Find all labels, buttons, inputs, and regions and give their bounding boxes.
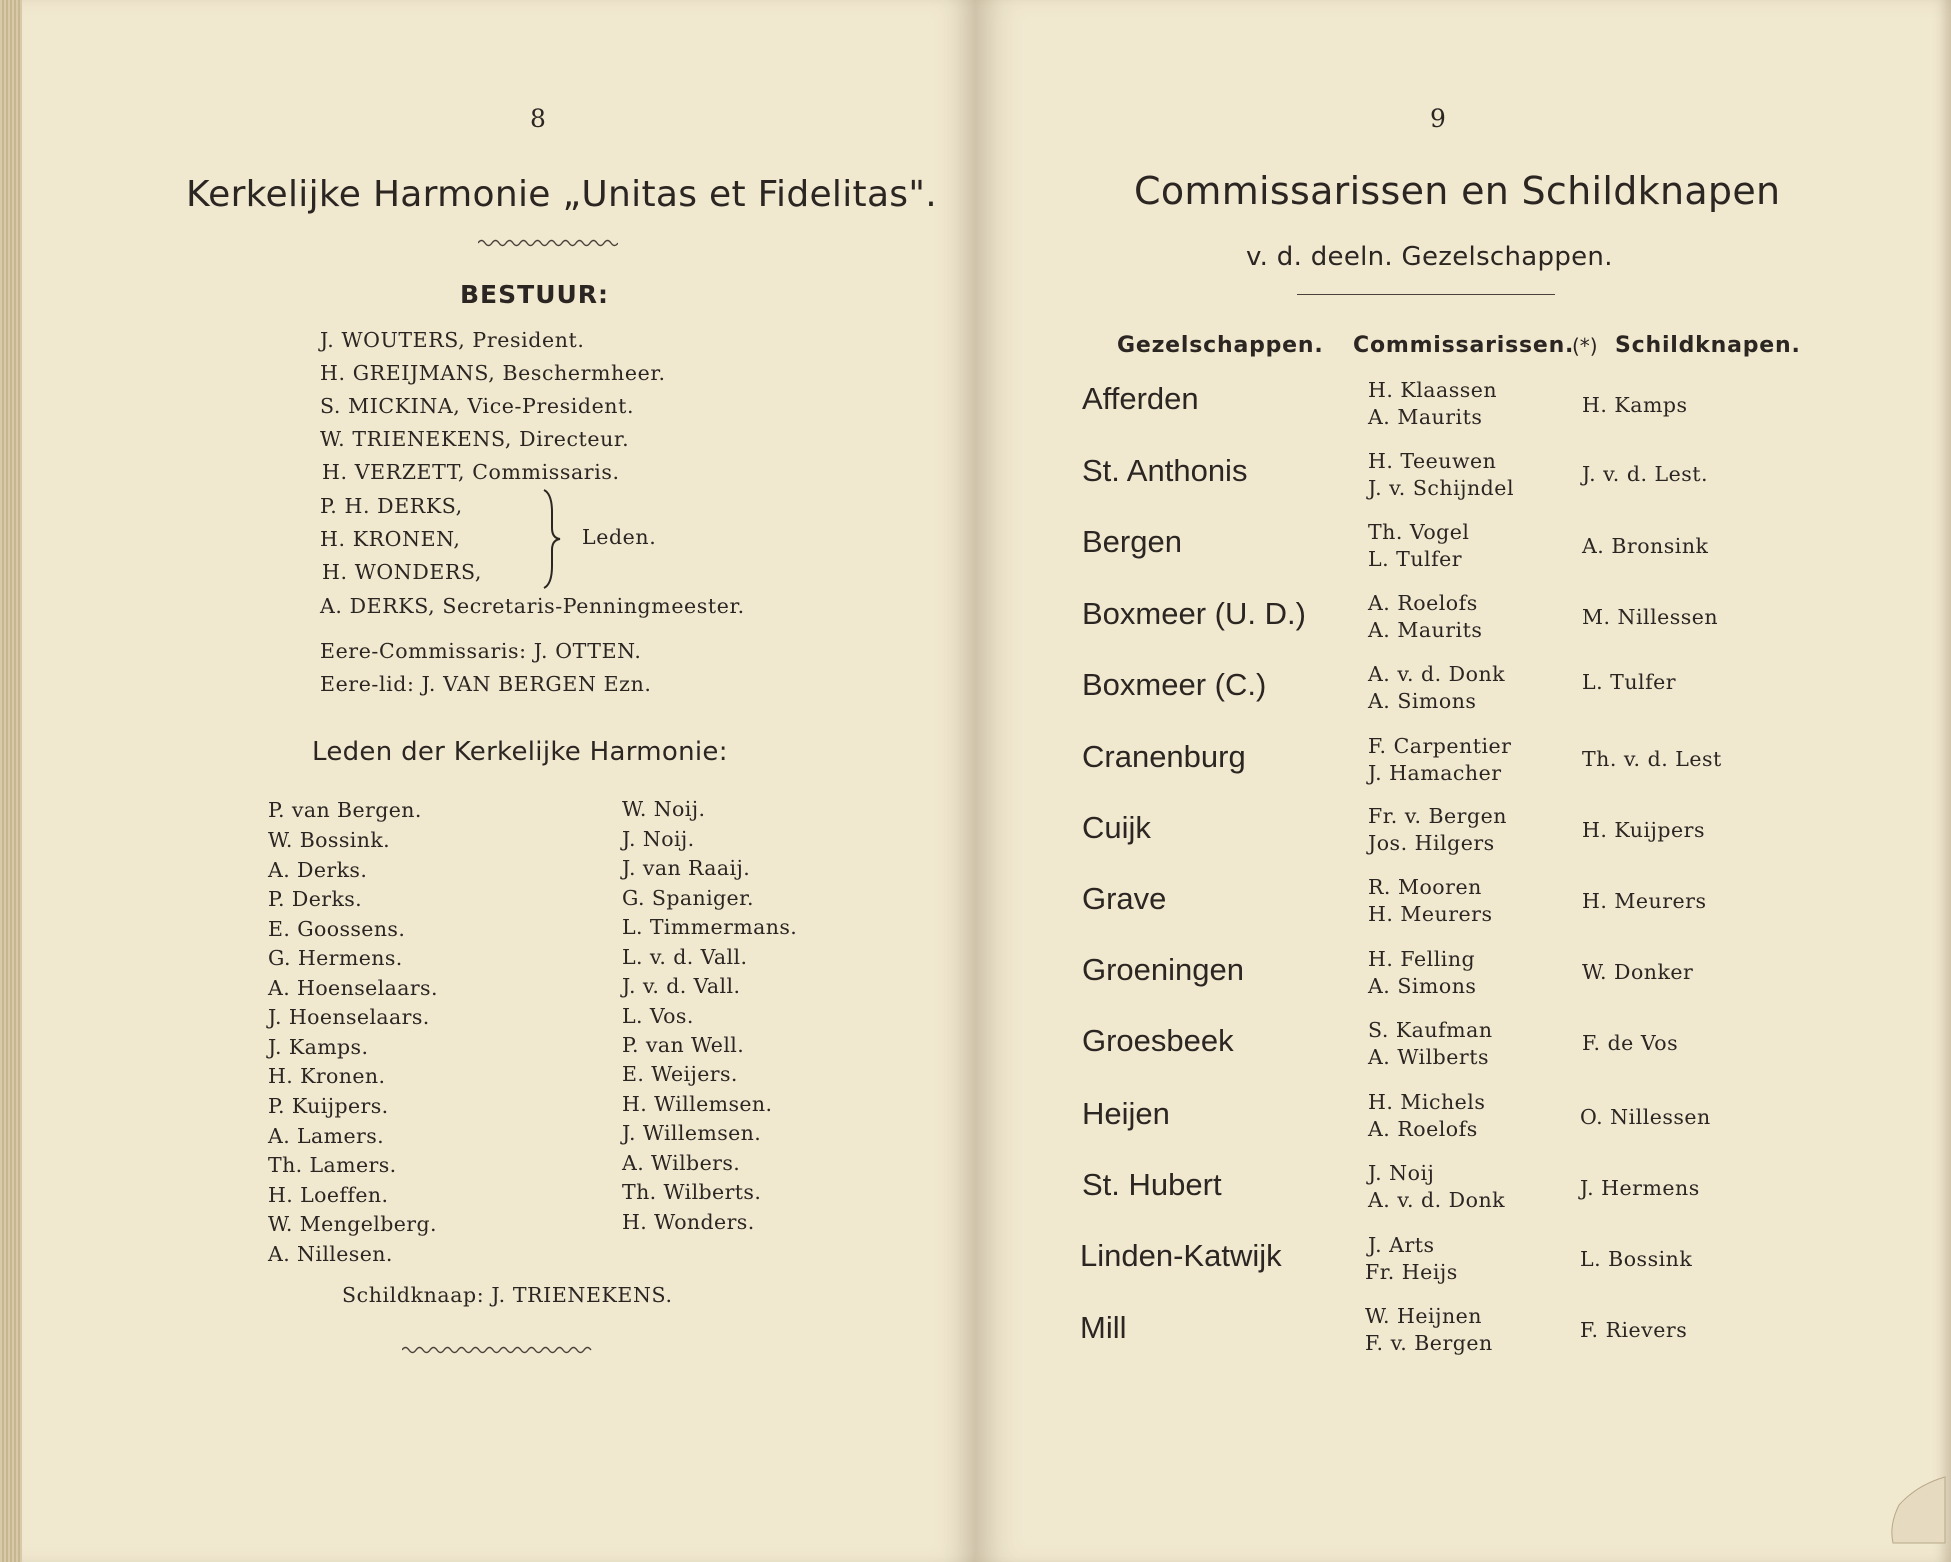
gezelschap-name: Bergen [1082,524,1182,559]
column-header-gezelschappen: Gezelschappen. [1117,333,1324,358]
commissaris: Fr. v. Bergen [1368,804,1507,828]
member-item: L. Vos. [622,1004,694,1028]
member-item: L. v. d. Vall. [622,945,748,969]
commissaris: H. Michels [1368,1090,1486,1114]
gezelschap-name: Groesbeek [1082,1023,1234,1058]
wavy-divider [478,238,618,248]
bestuur-line: H. GREIJMANS, Beschermheer. [320,361,666,385]
gezelschap-name: Grave [1082,881,1167,916]
commissaris: H. Meurers [1368,902,1493,926]
gezelschap-name: Boxmeer (C.) [1082,667,1267,702]
wavy-divider [402,1345,594,1355]
schildknaap: Th. v. d. Lest [1582,747,1722,771]
member-item: H. Willemsen. [622,1092,773,1116]
schildknaap: F. de Vos [1582,1031,1679,1055]
schildknaap: H. Kamps [1582,393,1688,417]
schildknaap: M. Nillessen [1582,605,1719,629]
member-item: A. Lamers. [268,1124,385,1148]
member-item: G. Hermens. [268,946,403,970]
member-item: P. van Bergen. [268,798,422,822]
page-subtitle: v. d. deeln. Gezelschappen. [1246,242,1613,272]
right-page [975,0,1951,1562]
column-header-schildknapen: Schildknapen. [1615,333,1801,358]
member-item: A. Wilbers. [622,1151,741,1175]
commissaris: W. Heijnen [1365,1304,1482,1328]
member-item: J. Noij. [622,827,695,851]
folded-corner [1887,1475,1947,1545]
eere-commissaris: Eere-Commissaris: J. OTTEN. [320,639,642,663]
eere-lid: Eere-lid: J. VAN BERGEN Ezn. [320,672,652,696]
member-item: J. Kamps. [268,1035,369,1059]
bestuur-line: P. H. DERKS, [320,494,463,518]
commissaris: A. Simons [1368,974,1477,998]
schildknaap: L. Bossink [1580,1247,1693,1271]
member-item: J. Hoenselaars. [268,1005,430,1029]
gezelschap-name: Boxmeer (U. D.) [1082,596,1306,631]
schildknaap: J. Hermens [1580,1176,1700,1200]
page-number: 8 [530,104,546,133]
left-page [0,0,975,1562]
member-item: J. van Raaij. [622,856,751,880]
commissaris: H. Teeuwen [1368,449,1497,473]
title-rule [1297,294,1555,295]
member-item: W. Mengelberg. [268,1212,437,1236]
member-item: H. Wonders. [622,1210,755,1234]
member-item: E. Weijers. [622,1062,738,1086]
bestuur-line: H. VERZETT, Commissaris. [322,460,620,484]
commissaris: J. Arts [1368,1233,1435,1257]
schildknaap: L. Tulfer [1582,670,1677,694]
bestuur-line: A. DERKS, Secretaris-Penningmeester. [320,594,745,618]
commissaris: A. Simons [1368,689,1477,713]
member-item: W. Noij. [622,797,706,821]
commissaris: Jos. Hilgers [1368,831,1495,855]
commissaris: A. Maurits [1368,405,1483,429]
schildknaap: H. Kuijpers [1582,818,1705,842]
commissaris: S. Kaufman [1368,1018,1493,1042]
member-item: J. v. d. Vall. [622,974,741,998]
member-item: A. Hoenselaars. [268,976,438,1000]
commissaris: A. Roelofs [1368,591,1478,615]
member-item: H. Kronen. [268,1064,386,1088]
member-item: J. Willemsen. [622,1121,762,1145]
commissaris: J. Noij [1368,1161,1435,1185]
commissaris: J. v. Schijndel [1368,476,1514,500]
schildknaap-line: Schildknaap: J. TRIENEKENS. [342,1283,673,1307]
page-edges [0,0,22,1562]
member-item: P. van Well. [622,1033,745,1057]
schildknaap: A. Bronsink [1582,534,1709,558]
member-item: H. Loeffen. [268,1183,389,1207]
schildknaap: J. v. d. Lest. [1582,462,1709,486]
member-item: P. Kuijpers. [268,1094,389,1118]
bestuur-line: J. WOUTERS, President. [320,328,585,352]
bestuur-line: H. WONDERS, [322,560,482,584]
bestuur-line: W. TRIENEKENS, Directeur. [320,427,630,451]
commissaris: H. Klaassen [1368,378,1498,402]
commissaris: A. v. d. Donk [1368,1188,1506,1212]
gezelschap-name: St. Anthonis [1082,453,1248,488]
schildknaap: W. Donker [1582,960,1694,984]
column-header-commissarissen: Commissarissen. [1353,333,1575,358]
member-item: A. Derks. [268,858,368,882]
gezelschap-name: Mill [1080,1310,1127,1345]
page-title: Kerkelijke Harmonie „Unitas et Fidelitas". [186,174,937,215]
commissaris: L. Tulfer [1368,547,1463,571]
bestuur-line: H. KRONEN, [320,527,461,551]
member-item: Th. Lamers. [268,1153,397,1177]
gezelschap-name: Heijen [1082,1096,1170,1131]
gezelschap-name: Afferden [1082,381,1199,416]
schildknaap: O. Nillessen [1580,1105,1711,1129]
commissaris: F. v. Bergen [1365,1331,1493,1355]
bestuur-line: S. MICKINA, Vice-President. [320,394,635,418]
schildknaap: H. Meurers [1582,889,1707,913]
commissaris: Th. Vogel [1368,520,1470,544]
bestuur-heading: BESTUUR: [460,280,610,309]
member-item: L. Timmermans. [622,915,798,939]
footnote-marker: (*) [1572,334,1598,358]
member-item: A. Nillesen. [268,1242,393,1266]
gezelschap-name: Cranenburg [1082,739,1246,774]
commissaris: H. Felling [1368,947,1476,971]
commissaris: A. v. d. Donk [1368,662,1506,686]
leden-label: Leden. [582,525,657,549]
commissaris: J. Hamacher [1368,761,1502,785]
member-item: G. Spaniger. [622,886,754,910]
member-item: E. Goossens. [268,917,406,941]
commissaris: F. Carpentier [1368,734,1512,758]
commissaris: A. Maurits [1368,618,1483,642]
member-item: Th. Wilberts. [622,1180,762,1204]
commissaris: Fr. Heijs [1365,1260,1458,1284]
gezelschap-name: Linden-Katwijk [1080,1238,1282,1273]
gezelschap-name: St. Hubert [1082,1167,1222,1202]
member-item: W. Bossink. [268,828,391,852]
member-item: P. Derks. [268,887,363,911]
page-number: 9 [1430,104,1446,133]
commissaris: A. Wilberts [1368,1045,1489,1069]
members-heading: Leden der Kerkelijke Harmonie: [312,737,728,767]
gezelschap-name: Cuijk [1082,810,1151,845]
commissaris: R. Mooren [1368,875,1482,899]
page-title: Commissarissen en Schildknapen [1134,169,1781,213]
brace-icon [540,488,562,590]
schildknaap: F. Rievers [1580,1318,1688,1342]
gezelschap-name: Groeningen [1082,952,1245,987]
commissaris: A. Roelofs [1368,1117,1478,1141]
